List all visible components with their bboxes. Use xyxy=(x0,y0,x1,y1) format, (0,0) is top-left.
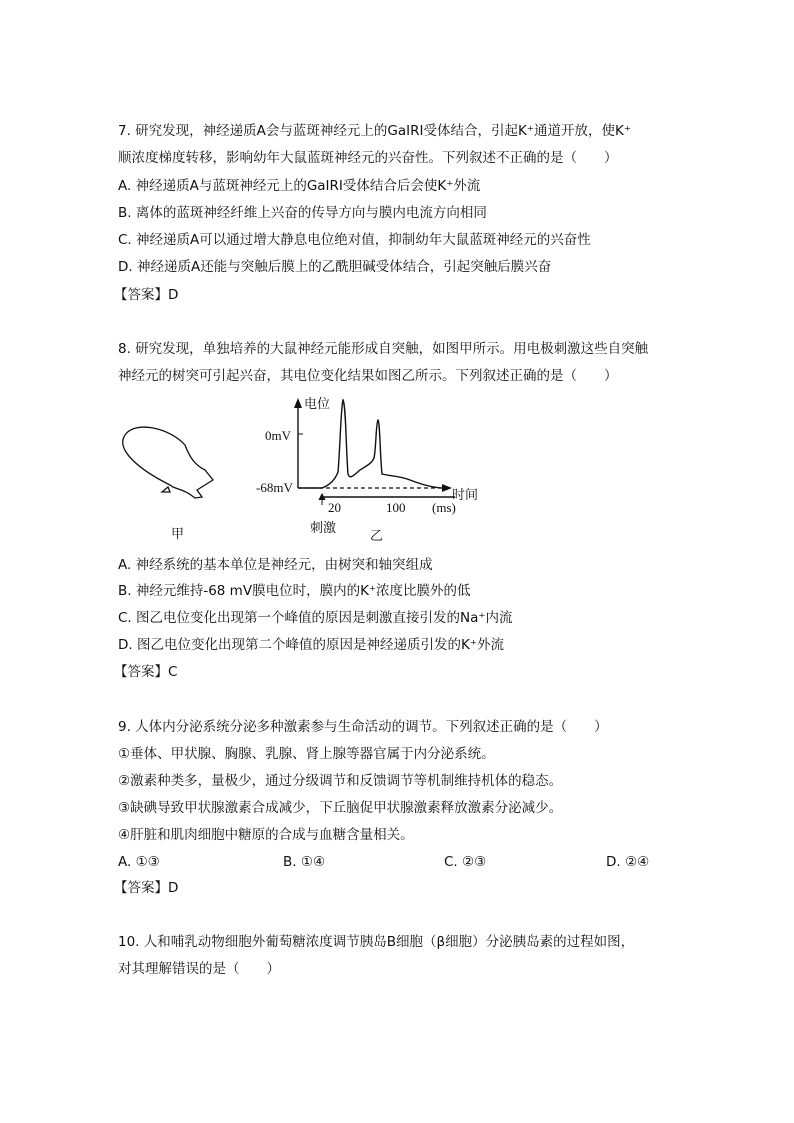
q8-option-a: A. 神经系统的基本单位是神经元，由树突和轴突组成 xyxy=(118,557,433,573)
q7-option-b: B. 离体的蓝斑神经纤维上兴奋的传导方向与膜内电流方向相同 xyxy=(118,205,487,221)
q7-option-d: D. 神经递质A还能与突触后膜上的乙酰胆碱受体结合，引起突触后膜兴奋 xyxy=(118,259,552,275)
q9-item-2: ②激素种类多，量极少，通过分级调节和反馈调节等机制维持机体的稳态。 xyxy=(118,773,563,789)
q7-stem-cont: 顺浓度梯度转移，影响幼年大鼠蓝斑神经元的兴奋性。下列叙述不正确的是（ ） xyxy=(118,150,618,166)
q7-answer: 【答案】D xyxy=(114,287,179,303)
q8-option-c: C. 图乙电位变化出现第一个峰值的原因是刺激直接引发的Na⁺内流 xyxy=(118,610,513,626)
q8-stem: 8. 研究发现，单独培养的大鼠神经元能形成自突触，如图甲所示。用电极刺激这些自突触 xyxy=(118,341,649,357)
x-axis-label: 时间 xyxy=(452,488,479,503)
label-yi: 乙 xyxy=(370,529,384,544)
label-jia: 甲 xyxy=(171,527,185,542)
q8-figure xyxy=(110,390,490,550)
q9-item-1: ①垂体、甲状腺、胸腺、乳腺、肾上腺等器官属于内分泌系统。 xyxy=(118,746,495,762)
q7-stem: 7. 研究发现，神经递质A会与蓝斑神经元上的GaIRI受体结合，引起K⁺通道开放，使K⁺ xyxy=(118,123,631,139)
q9-option-d: D. ②④ xyxy=(606,854,650,870)
q10-stem: 10. 人和哺乳动物细胞外葡萄糖浓度调节胰岛B细胞（β细胞）分泌胰岛素的过程如图， xyxy=(118,934,635,950)
graph-yi xyxy=(294,398,455,505)
q9-item-3: ③缺碘导致甲状腺激素合成减少，下丘脑促甲状腺激素释放激素分泌减少。 xyxy=(118,800,563,816)
q8-option-b: B. 神经元维持-68 mV膜电位时，膜内的K⁺浓度比膜外的低 xyxy=(118,583,471,599)
q9-option-b: B. ①④ xyxy=(283,854,326,870)
potential-curve xyxy=(298,400,450,488)
q9-answer: 【答案】D xyxy=(114,880,179,896)
neuron-jia-drawing xyxy=(123,427,213,498)
x-unit: (ms) xyxy=(432,500,456,515)
q8-option-d: D. 图乙电位变化出现第二个峰值的原因是神经递质引发的K⁺外流 xyxy=(118,637,504,653)
q9-stem: 9. 人体内分泌系统分泌多种激素参与生命活动的调节。下列叙述正确的是（ ） xyxy=(118,719,608,735)
q9-option-a: A. ①③ xyxy=(118,854,160,870)
q7-option-a: A. 神经递质A与蓝斑神经元上的GaIRI受体结合后会使K⁺外流 xyxy=(118,178,481,194)
y-tick-68mv: -68mV xyxy=(256,480,293,495)
q8-stem-cont: 神经元的树突可引起兴奋，其电位变化结果如图乙所示。下列叙述正确的是（ ） xyxy=(118,368,618,384)
x-tick-100: 100 xyxy=(386,500,406,515)
q8-answer: 【答案】C xyxy=(114,664,178,680)
y-axis-label: 电位 xyxy=(304,397,331,412)
y-tick-0mv: 0mV xyxy=(265,428,291,443)
x-tick-20: 20 xyxy=(328,500,341,515)
q9-option-c: C. ②③ xyxy=(444,854,487,870)
q7-option-c: C. 神经递质A可以通过增大静息电位绝对值，抑制幼年大鼠蓝斑神经元的兴奋性 xyxy=(118,232,591,248)
q10-stem-cont: 对其理解错误的是（ ） xyxy=(118,961,280,977)
q9-item-4: ④肝脏和肌肉细胞中糖原的合成与血糖含量相关。 xyxy=(118,827,414,843)
stimulus-label: 刺激 xyxy=(310,521,337,536)
